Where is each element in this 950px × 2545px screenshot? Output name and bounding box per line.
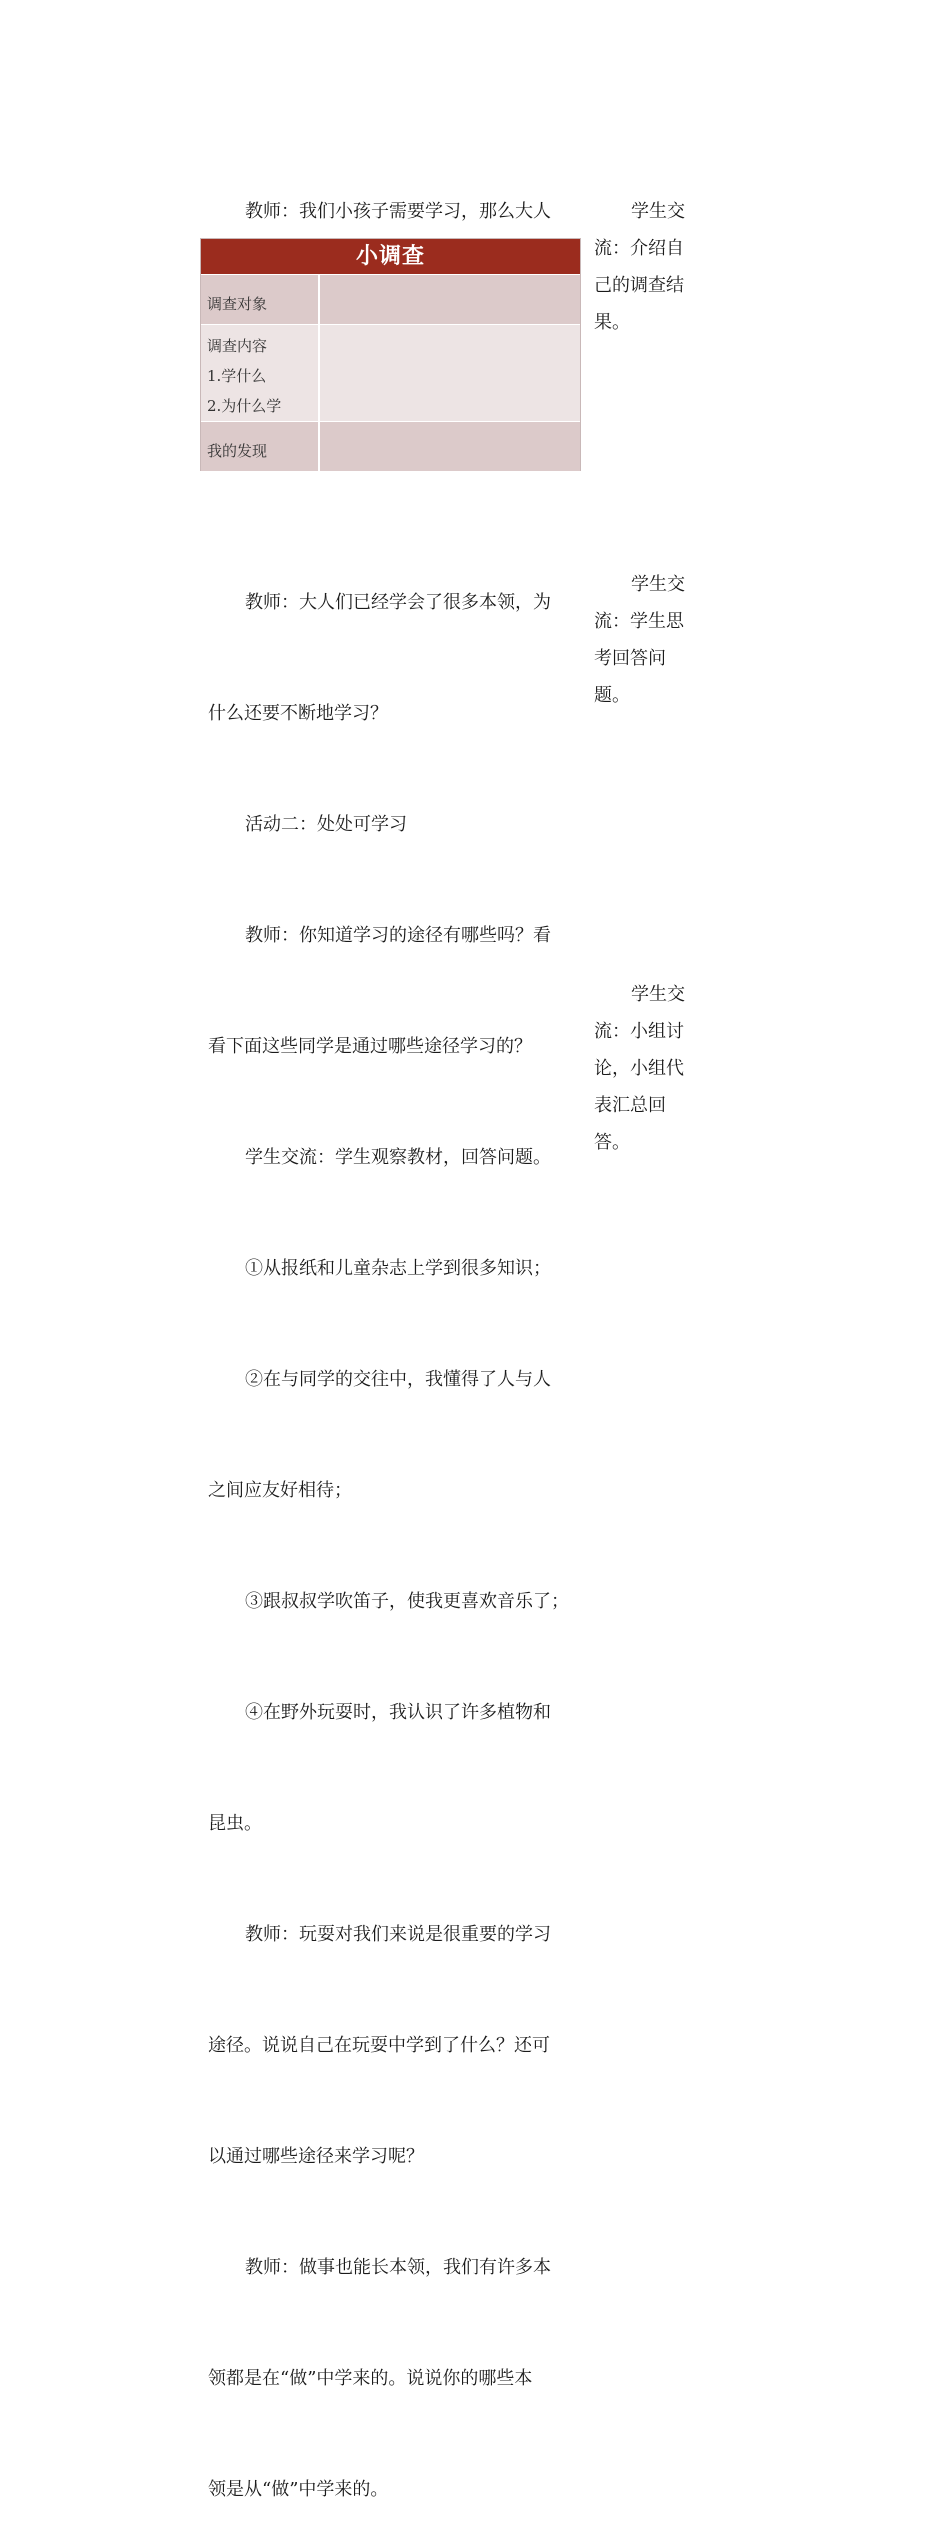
survey-row-label: 调查内容 1.学什么 2.为什么学 [201, 325, 320, 421]
text-line: 昆虫。 [208, 1813, 262, 1834]
survey-row-value [320, 422, 580, 471]
text-line: ①从报纸和儿童杂志上学到很多知识； [245, 1258, 551, 1279]
text-line: ④在野外玩耍时，我认识了许多植物和 [245, 1702, 551, 1723]
survey-row-label: 调查对象 [201, 275, 320, 324]
text-line: 教师：大人们已经学会了很多本领，为 [245, 592, 551, 613]
survey-row-label: 我的发现 [201, 422, 320, 471]
survey-row [201, 421, 580, 471]
text-line: 领是从“做”中学来的。 [208, 2479, 389, 2500]
survey-table [200, 238, 581, 471]
text-line: ③跟叔叔学吹笛子，使我更喜欢音乐了； [245, 1591, 569, 1612]
text-line: 教师：玩耍对我们来说是很重要的学习 [245, 1924, 551, 1945]
text-line: 教师：我们小孩子需要学习，那么大人 [245, 201, 551, 222]
survey-row-value [320, 325, 580, 421]
survey-row-value [320, 275, 580, 324]
text-line: 学生交流：学生观察教材，回答问题。 [245, 1147, 551, 1168]
student-activity-note: 学生交 流：小组讨 论，小组代 表汇总回 答。 [594, 984, 685, 1153]
text-line: 看下面这些同学是通过哪些途径学习的？ [208, 1036, 532, 1057]
survey-row [201, 324, 580, 421]
text-line: 领都是在“做”中学来的。说说你的哪些本 [208, 2368, 533, 2389]
text-line: 什么还要不断地学习？ [208, 703, 388, 724]
lesson-paragraph [208, 510, 578, 2545]
student-activity-note: 学生交 流：介绍自 己的调查结 果。 [594, 201, 685, 333]
text-line: 教师：你知道学习的途径有哪些吗？看 [245, 925, 551, 946]
survey-title: 小调查 [201, 239, 580, 274]
student-activity-note: 学生交 流：学生思 考回答问 题。 [594, 574, 685, 706]
text-line: 活动二：处处可学习 [245, 814, 407, 835]
text-line: 以通过哪些途径来学习呢？ [208, 2146, 424, 2167]
text-line: 途径。说说自己在玩耍中学到了什么？还可 [208, 2035, 550, 2056]
text-line: 教师：做事也能长本领，我们有许多本 [245, 2257, 551, 2278]
text-line: ②在与同学的交往中，我懂得了人与人 [245, 1369, 551, 1390]
text-line: 之间应友好相待； [208, 1480, 352, 1501]
survey-row [201, 274, 580, 324]
